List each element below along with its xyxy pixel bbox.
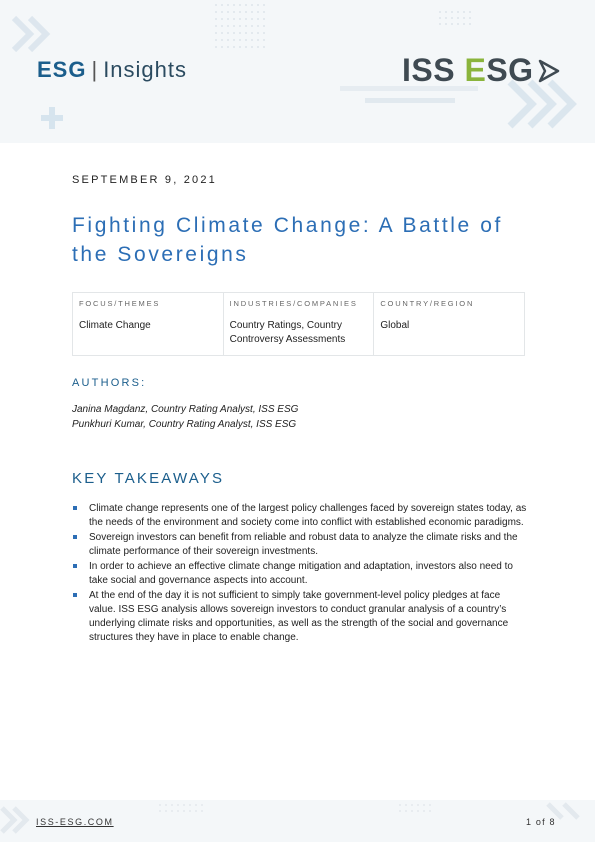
authors-list [72,403,298,432]
list-item-text: Sovereign investors can benefit from reliable and robust data to analyze the climate risks and the climate performance of their sovereign investments. [89,532,518,557]
logo-part-2: E [464,52,487,88]
publication-date: SEPTEMBER 9, 2021 [72,174,218,186]
esg-insights-logo [37,57,187,83]
key-takeaways-heading: KEY TAKEAWAYS [72,470,225,487]
list-item-text: In order to achieve an effective climate change mitigation and adaptation, investors also need to take social and governance aspects into account. [89,561,513,586]
list-item [72,502,527,530]
list-item [72,589,527,645]
play-arrow-outline-icon [538,59,560,83]
square-bullet-icon [73,506,77,510]
meta-label: FOCUS/THEMES [79,299,161,308]
brand-light: Insights [103,57,188,82]
document-title: Fighting Climate Change: A Battle of the Sovereigns [72,214,503,266]
meta-value: Global [380,320,410,331]
list-item [72,531,527,559]
meta-label: COUNTRY/REGION [380,299,475,308]
logo-part-1: ISS [402,52,465,88]
brand-bold: ESG [37,57,87,82]
meta-value: Country Ratings, Country Controversy Assessments [229,320,346,345]
meta-col-region [374,293,524,355]
list-item [72,560,527,588]
author-line: Janina Magdanz, Country Rating Analyst, ISS ESG [72,404,299,415]
meta-value: Climate Change [79,320,151,331]
page-footer [0,800,595,842]
list-item-text: Climate change represents one of the largest policy challenges faced by sovereign states today, as the needs of the environment and society come into conflict with established economic paradigms. [89,503,527,528]
iss-esg-logo [402,52,560,89]
meta-label: INDUSTRIES/COMPANIES [229,299,358,308]
logo-part-3: SG [486,52,534,88]
square-bullet-icon [73,564,77,568]
key-takeaways-list [72,502,527,646]
metadata-table [72,292,525,356]
brand-separator: | [91,57,99,82]
meta-col-industries [224,293,375,355]
authors-heading: AUTHORS: [72,377,147,389]
square-bullet-icon [73,593,77,597]
page-header [0,0,595,143]
author-line: Punkhuri Kumar, Country Rating Analyst, ISS ESG [72,418,297,430]
list-item-text: At the end of the day it is not sufficient to simply take government-level policy pledges at face value. ISS ESG analysis allows sovereign investors to conduct granular analysis of a country’s underlying climate risks and opportunities, as well as the strength of the social and governance structures they have in place to enable change. [89,590,509,643]
page-number: 1 of 8 [526,817,556,827]
square-bullet-icon [73,535,77,539]
meta-col-focus [73,293,224,355]
website-link[interactable]: ISS-ESG.COM [36,817,114,827]
